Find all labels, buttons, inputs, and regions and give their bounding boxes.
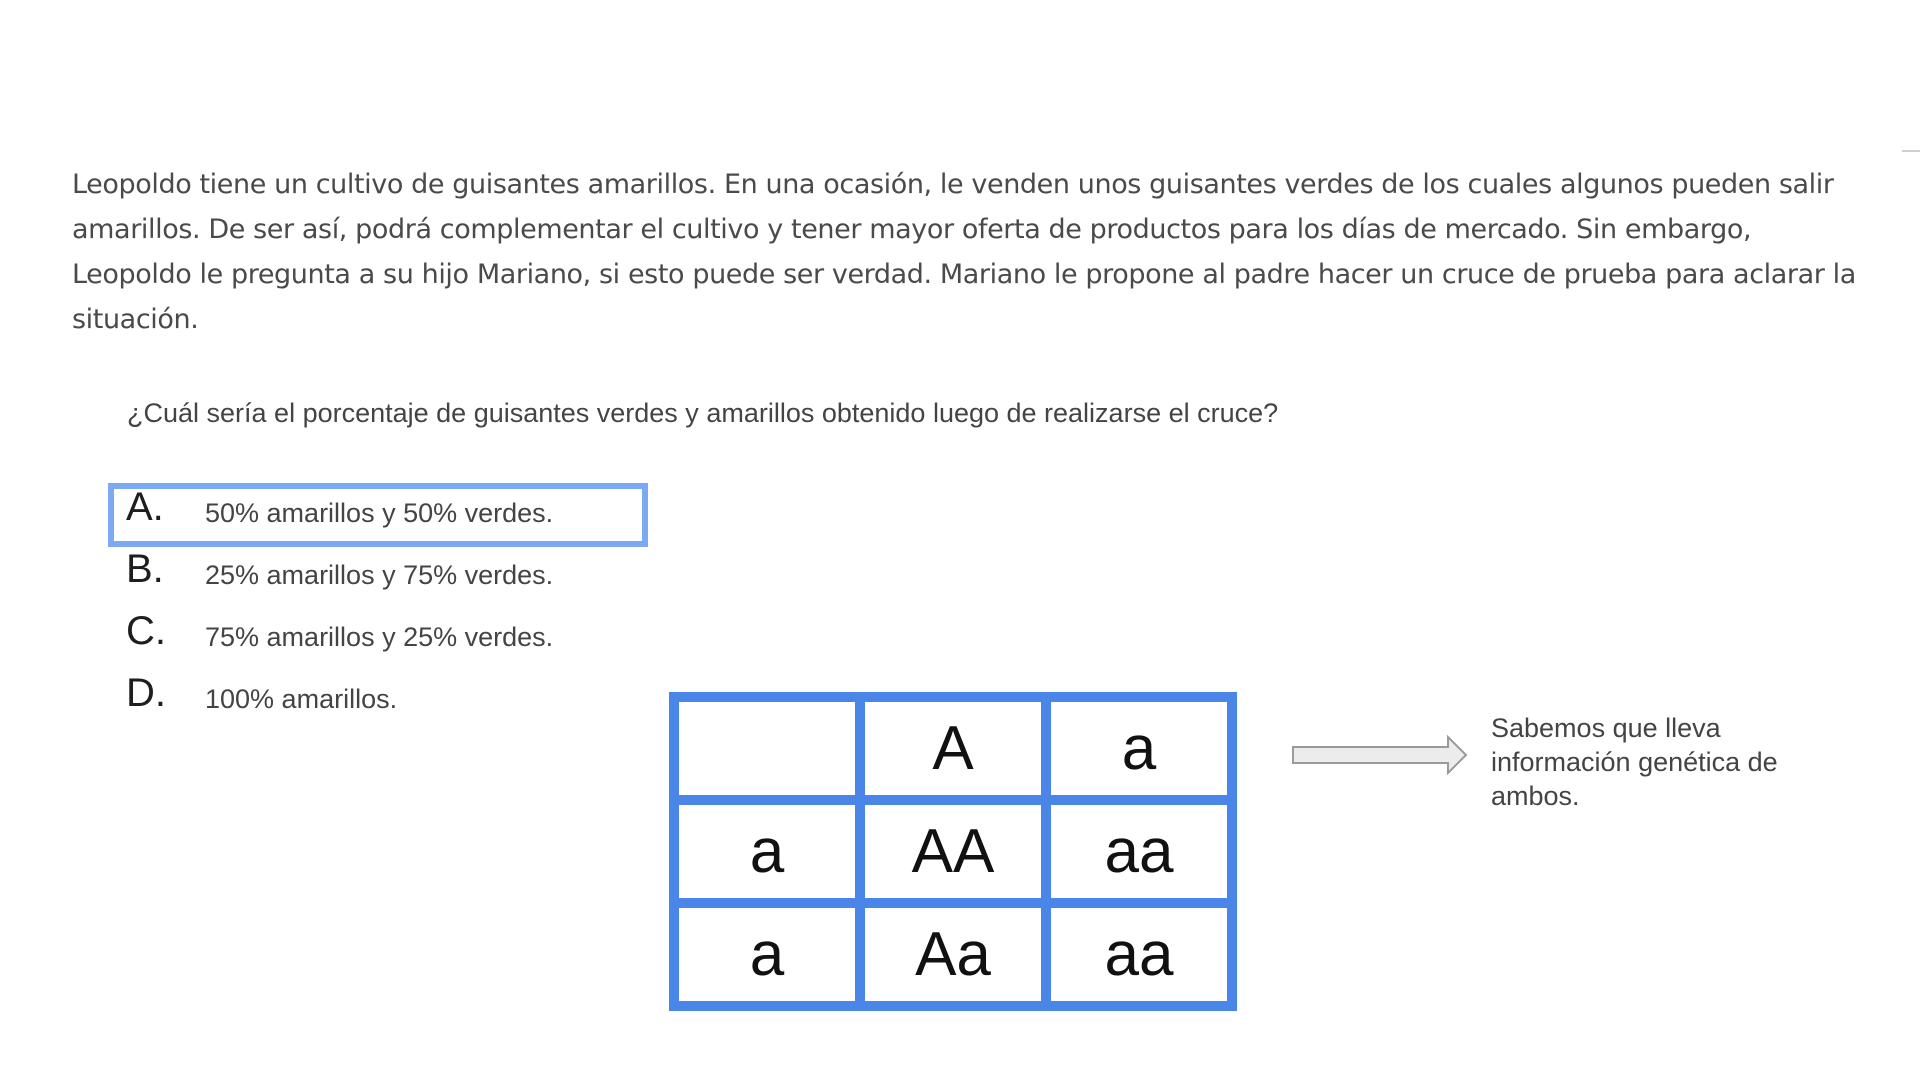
option-b[interactable] xyxy=(108,545,648,607)
note-line: información genética de xyxy=(1491,747,1778,777)
option-letter: D. xyxy=(126,671,166,715)
option-text: 50% amarillos y 50% verdes. xyxy=(205,498,554,528)
passage-line: Leopoldo tiene un cultivo de guisantes amarillos. En una ocasión, le venden unos guisantes verdes de los cuales algunos pueden salir xyxy=(72,169,1834,200)
passage-line: Leopoldo le pregunta a su hijo Mariano, si esto puede ser verdad. Mariano le propone al padre hacer un cruce de prueba para aclarar la xyxy=(72,259,1856,290)
punnett-cell: A xyxy=(860,697,1046,800)
punnett-cell: a xyxy=(674,800,860,903)
punnett-square xyxy=(669,692,1237,1011)
punnett-cell: AA xyxy=(860,800,1046,903)
option-letter: B. xyxy=(126,547,164,591)
punnett-row xyxy=(674,800,1232,903)
option-a[interactable] xyxy=(108,483,648,547)
problem-passage xyxy=(72,162,1902,342)
option-c[interactable] xyxy=(108,607,648,669)
corner-divider xyxy=(1902,150,1920,152)
option-text: 75% amarillos y 25% verdes. xyxy=(205,622,554,652)
option-letter: C. xyxy=(126,609,166,653)
option-d[interactable] xyxy=(108,669,648,731)
answer-options xyxy=(108,483,648,731)
passage-line: situación. xyxy=(72,304,199,335)
punnett-row xyxy=(674,697,1232,800)
punnett-cell: a xyxy=(674,903,860,1006)
passage-line: amarillos. De ser así, podrá complementar el cultivo y tener mayor oferta de productos para los días de mercado. Sin embargo, xyxy=(72,214,1752,245)
arrow-right-icon xyxy=(1292,735,1468,775)
option-text: 100% amarillos. xyxy=(205,684,398,714)
question-text: ¿Cuál sería el porcentaje de guisantes verdes y amarillos obtenido luego de realizarse el cruce? xyxy=(127,398,1279,428)
punnett-cell: Aa xyxy=(860,903,1046,1006)
option-letter: A. xyxy=(126,485,164,529)
punnett-row xyxy=(674,903,1232,1006)
punnett-cell: a xyxy=(1046,697,1232,800)
note-line: ambos. xyxy=(1491,781,1580,811)
annotation-note xyxy=(1491,711,1831,813)
option-text: 25% amarillos y 75% verdes. xyxy=(205,560,554,590)
note-line: Sabemos que lleva xyxy=(1491,713,1721,743)
punnett-cell: aa xyxy=(1046,800,1232,903)
punnett-cell: aa xyxy=(1046,903,1232,1006)
punnett-cell xyxy=(674,697,860,800)
